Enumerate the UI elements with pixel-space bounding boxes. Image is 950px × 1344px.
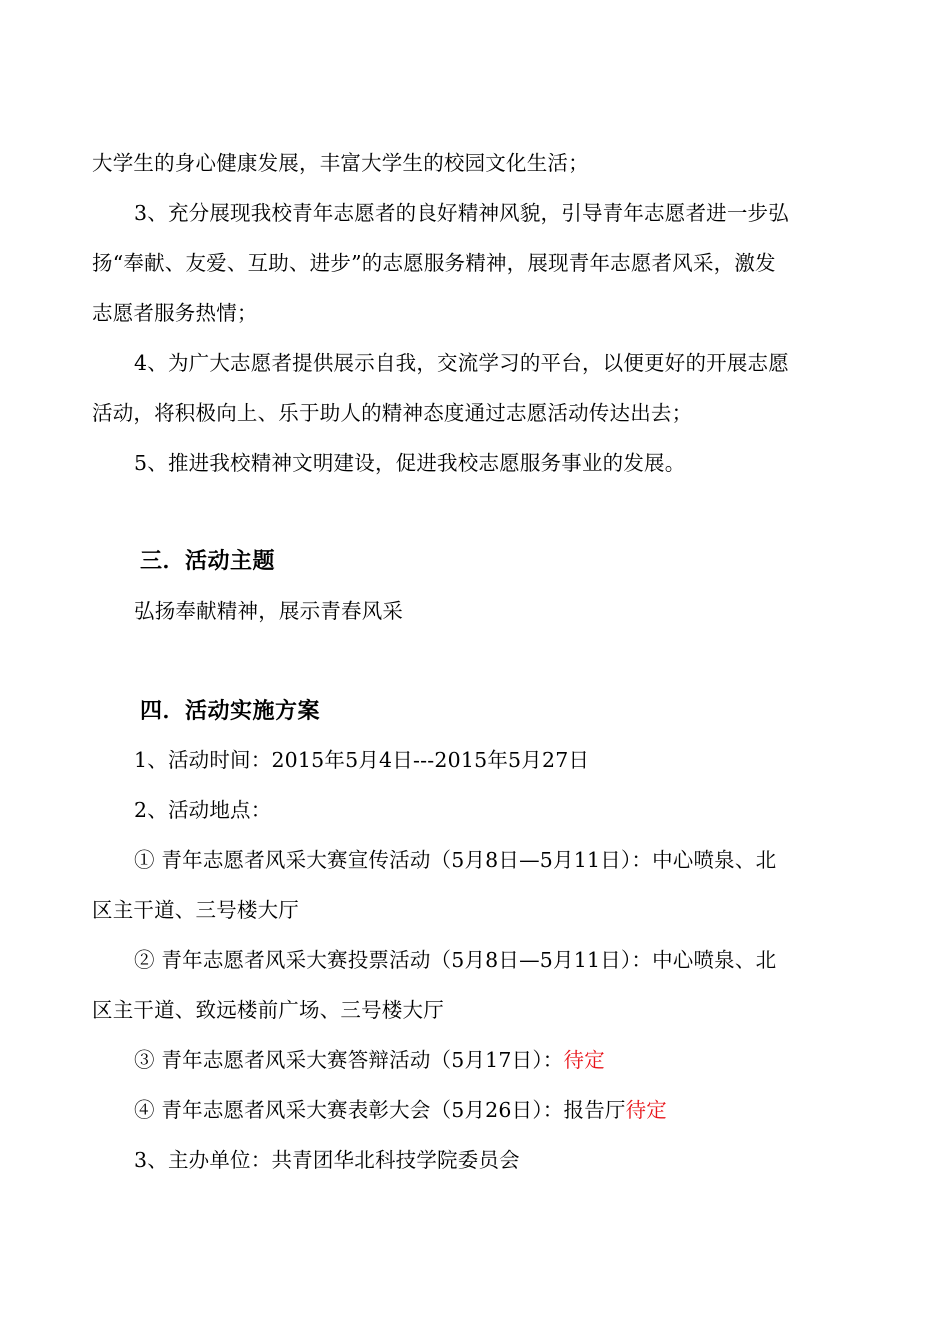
location-item-2: ② 青年志愿者风采大赛投票活动（5月8日—5月11日）：中心喷泉、北 [134, 948, 777, 972]
paragraph-line: 4、为广大志愿者提供展示自我，交流学习的平台，以便更好的开展志愿 [134, 351, 789, 375]
tbd-label: 待定 [563, 1048, 605, 1072]
theme-text: 弘扬奉献精神，展示青春风采 [134, 599, 404, 623]
location-item-1: ① 青年志愿者风采大赛宣传活动（5月8日—5月11日）：中心喷泉、北 [134, 848, 777, 872]
section-heading-theme: 三．活动主题 [140, 549, 276, 574]
location-item-2-cont: 区主干道、致远楼前广场、三号楼大厅 [92, 998, 444, 1022]
location-item-1-cont: 区主干道、三号楼大厅 [92, 898, 299, 922]
tbd-label: 待定 [625, 1098, 667, 1122]
paragraph-line: 3、充分展现我校青年志愿者的良好精神风貌，引导青年志愿者进一步弘 [134, 201, 789, 225]
paragraph-line: 扬“奉献、友爱、互助、进步”的志愿服务精神，展现青年志愿者风采，激发 [92, 251, 776, 275]
paragraph-line: 志愿者服务热情； [92, 301, 258, 325]
section-heading-plan: 四．活动实施方案 [140, 699, 321, 724]
organizer: 3、主办单位：共青团华北科技学院委员会 [134, 1148, 520, 1172]
activity-time: 1、活动时间：2015年5月4日---2015年5月27日 [134, 748, 590, 772]
location-item-4 [134, 1095, 914, 1125]
paragraph-line: 活动，将积极向上、乐于助人的精神态度通过志愿活动传达出去； [92, 401, 693, 425]
location-item-4-text: ④ 青年志愿者风采大赛表彰大会（5月26日）：报告厅 [134, 1098, 626, 1122]
paragraph-line: 5、推进我校精神文明建设，促进我校志愿服务事业的发展。 [134, 451, 686, 475]
location-item-3-text: ③ 青年志愿者风采大赛答辩活动（5月17日）： [134, 1048, 564, 1072]
location-item-3 [134, 1045, 914, 1075]
paragraph-line: 大学生的身心健康发展，丰富大学生的校园文化生活； [92, 151, 589, 175]
activity-place-label: 2、活动地点： [134, 798, 272, 822]
